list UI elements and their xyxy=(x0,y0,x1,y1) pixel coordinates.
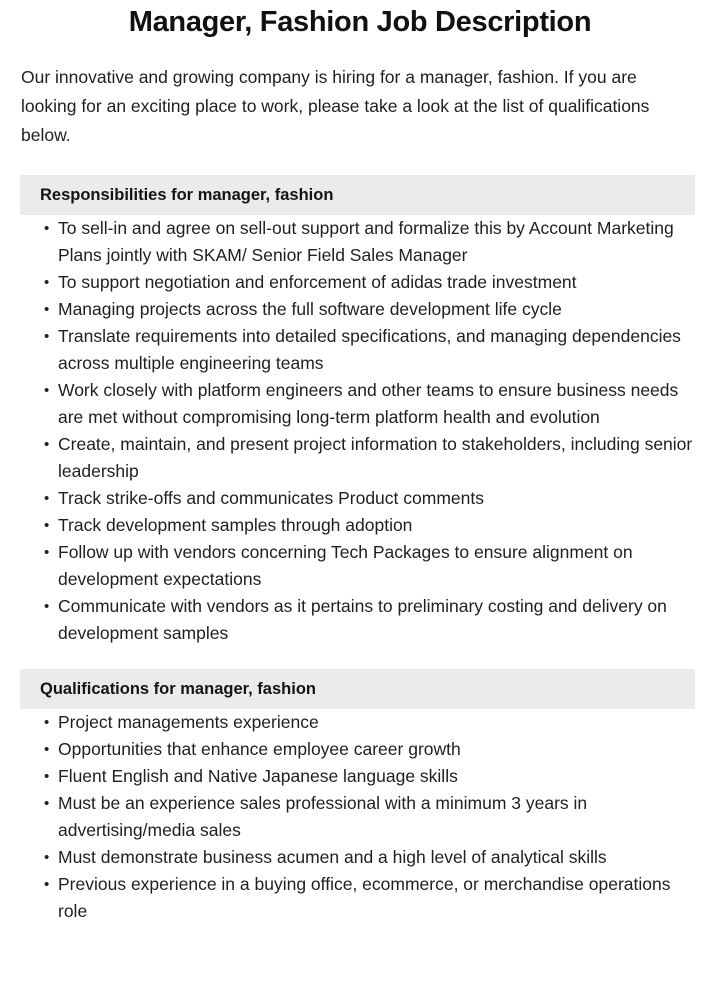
list-item: • Managing projects across the full software development life cycle xyxy=(58,296,696,323)
list-item: • To sell-in and agree on sell-out support and formalize this by Account Marketing Plans jointly with SKAM/ Senior Field Sales Manager xyxy=(58,215,696,269)
intro-paragraph: Our innovative and growing company is hiring for a manager, fashion. If you are looking for an exciting place to work, please take a look at the list of qualifications below. xyxy=(21,67,650,145)
section-title-qualifications: Qualifications for manager, fashion xyxy=(40,679,316,698)
list-item: • Must be an experience sales professional with a minimum 3 years in advertising/media sales xyxy=(58,790,696,844)
page-title: Manager, Fashion Job Description xyxy=(128,6,592,38)
list-item: • Create, maintain, and present project information to stakeholders, including senior leadership xyxy=(58,431,696,485)
list-item: • Follow up with vendors concerning Tech Packages to ensure alignment on development expectations xyxy=(58,539,696,593)
list-item: • Project managements experience xyxy=(58,709,696,736)
list-item: • Fluent English and Native Japanese language skills xyxy=(58,763,696,790)
section-title-responsibilities: Responsibilities for manager, fashion xyxy=(40,185,334,204)
list-item: • Must demonstrate business acumen and a high level of analytical skills xyxy=(58,844,696,871)
list-item: • Translate requirements into detailed specifications, and managing dependencies across multiple engineering teams xyxy=(58,323,696,377)
list-item: • Opportunities that enhance employee career growth xyxy=(58,736,696,763)
section-header-responsibilities xyxy=(20,175,695,215)
list-item: • To support negotiation and enforcement of adidas trade investment xyxy=(58,269,696,296)
list-item: • Previous experience in a buying office, ecommerce, or merchandise operations role xyxy=(58,871,696,925)
responsibilities-list xyxy=(0,215,720,647)
qualifications-list xyxy=(0,709,720,925)
list-item: • Work closely with platform engineers and other teams to ensure business needs are met without compromising long-term platform health and evolution xyxy=(58,377,696,431)
section-responsibilities xyxy=(0,175,720,647)
list-item: • Track strike-offs and communicates Product comments xyxy=(58,485,696,512)
list-item: • Track development samples through adoption xyxy=(58,512,696,539)
section-qualifications xyxy=(0,669,720,925)
list-item: • Communicate with vendors as it pertains to preliminary costing and delivery on development samples xyxy=(58,593,696,647)
section-header-qualifications xyxy=(20,669,695,709)
